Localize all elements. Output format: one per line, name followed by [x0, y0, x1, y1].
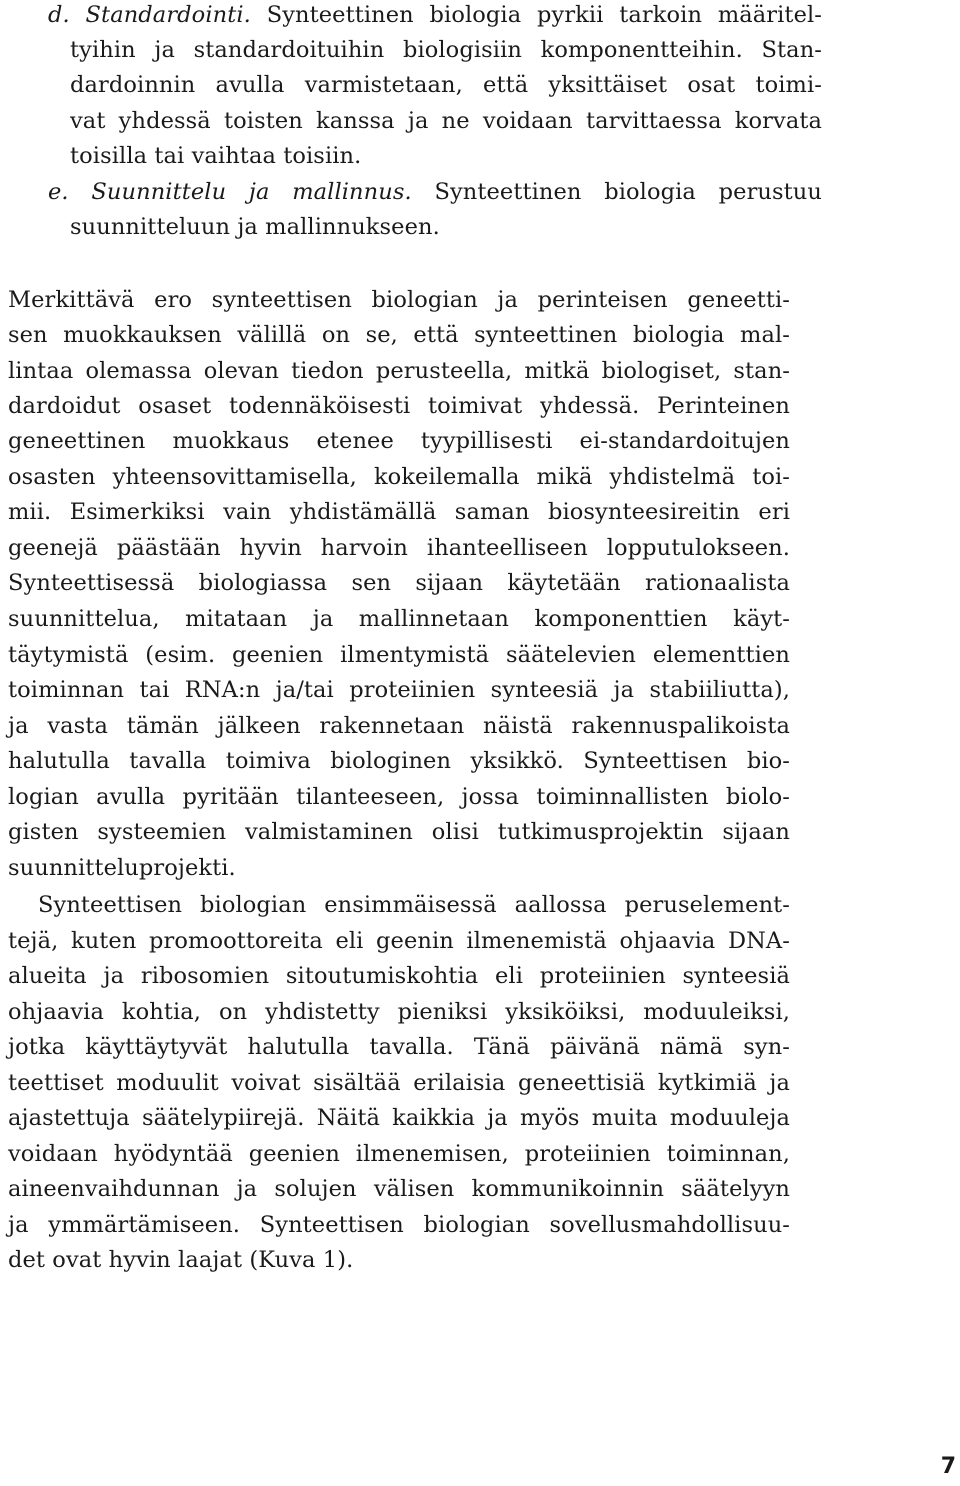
paragraph-1-line: täytymistä (esim. geenien ilmentymistä säätelevien elementtien — [8, 642, 790, 668]
paragraph-1-line: geenejä päästään hyvin harvoin ihanteelliseen lopputulokseen. — [8, 535, 790, 561]
list-text: Synteettinen biologia pyrkii tarkoin määritel- — [250, 2, 822, 28]
paragraph-1-line: Merkittävä ero synteettisen biologian ja perinteisen geneetti- — [8, 287, 790, 313]
list-text: Synteettinen biologia perustuu — [411, 179, 822, 205]
paragraph-2-line: voidaan hyödyntää geenien ilmenemisen, proteiinien toiminnan, — [8, 1141, 790, 1167]
paragraph-1-line: gisten systeemien valmistaminen olisi tutkimusprojektin sijaan — [8, 819, 790, 845]
paragraph-1-line: Synteettisessä biologiassa sen sijaan käytetään rationaalista — [8, 570, 790, 596]
paragraph-2-line: Synteettisen biologian ensimmäisessä aallossa peruselement- — [38, 892, 790, 918]
paragraph-1-line: suunnitteluprojekti. — [8, 855, 236, 881]
list-item-d-line-2: tyihin ja standardoituihin biologisiin komponentteihin. Stan- — [70, 37, 822, 63]
list-term: Suunnittelu ja mallinnus. — [91, 179, 412, 205]
paragraph-1-line: halutulla tavalla toimiva biologinen yksikkö. Synteettisen bio- — [8, 748, 790, 774]
list-item-e-line-1 — [48, 177, 822, 207]
paragraph-1-line: sen muokkauksen välillä on se, että synteettinen biologia mal- — [8, 322, 790, 348]
paragraph-2-line: teettiset moduulit voivat sisältää erilaisia geneettisiä kytkimiä ja — [8, 1070, 790, 1096]
paragraph-2-line: aineenvaihdunnan ja solujen välisen kommunikoinnin säätelyyn — [8, 1176, 790, 1202]
paragraph-1-line: ja vasta tämän jälkeen rakennetaan näistä rakennuspalikoista — [8, 713, 790, 739]
paragraph-2-line: ja ymmärtämiseen. Synteettisen biologian sovellusmahdollisuu- — [8, 1212, 790, 1238]
paragraph-1-line: logian avulla pyritään tilanteeseen, jossa toiminnallisten biolo- — [8, 784, 790, 810]
list-item-d-line-1 — [48, 0, 822, 30]
list-term: Standardointi. — [85, 2, 251, 28]
paragraph-2-line: alueita ja ribosomien sitoutumiskohtia eli proteiinien synteesiä — [8, 963, 790, 989]
paragraph-2-line: ohjaavia kohtia, on yhdistetty pieniksi yksiköiksi, moduuleiksi, — [8, 999, 790, 1025]
paragraph-1-line: osasten yhteensovittamisella, kokeilemalla mikä yhdistelmä toi- — [8, 464, 790, 490]
list-item-d-line-5: toisilla tai vaihtaa toisiin. — [70, 143, 362, 169]
list-item-d-line-3: dardoinnin avulla varmistetaan, että yksittäiset osat toimi- — [70, 72, 822, 98]
page-number: 7 — [940, 1454, 956, 1479]
paragraph-2-line: ajastettuja säätelypiirejä. Näitä kaikkia ja myös muita moduuleja — [8, 1105, 790, 1131]
paragraph-1-line: mii. Esimerkiksi vain yhdistämällä saman biosynteesireitin eri — [8, 499, 790, 525]
list-item-e-line-2: suunnitteluun ja mallinnukseen. — [70, 214, 440, 240]
list-marker: e. — [48, 179, 69, 205]
paragraph-1-line: lintaa olemassa olevan tiedon perusteella, mitkä biologiset, stan- — [8, 358, 790, 384]
paragraph-2-line: jotka käyttäytyvät halutulla tavalla. Tänä päivänä nämä syn- — [8, 1034, 790, 1060]
list-item-d-line-4: vat yhdessä toisten kanssa ja ne voidaan tarvittaessa korvata — [70, 108, 822, 134]
paragraph-1-line: suunnittelua, mitataan ja mallinnetaan komponenttien käyt- — [8, 606, 790, 632]
paragraph-2-line: det ovat hyvin laajat (Kuva 1). — [8, 1247, 354, 1273]
paragraph-2-line: tejä, kuten promoottoreita eli geenin ilmenemistä ohjaavia DNA- — [8, 928, 790, 954]
list-marker: d. — [48, 2, 70, 28]
paragraph-1-line: geneettinen muokkaus etenee tyypillisesti ei-standardoitujen — [8, 428, 790, 454]
paragraph-1-line: toiminnan tai RNA:n ja/tai proteiinien synteesiä ja stabiiliutta), — [8, 677, 790, 703]
paragraph-1-line: dardoidut osaset todennäköisesti toimivat yhdessä. Perinteinen — [8, 393, 790, 419]
